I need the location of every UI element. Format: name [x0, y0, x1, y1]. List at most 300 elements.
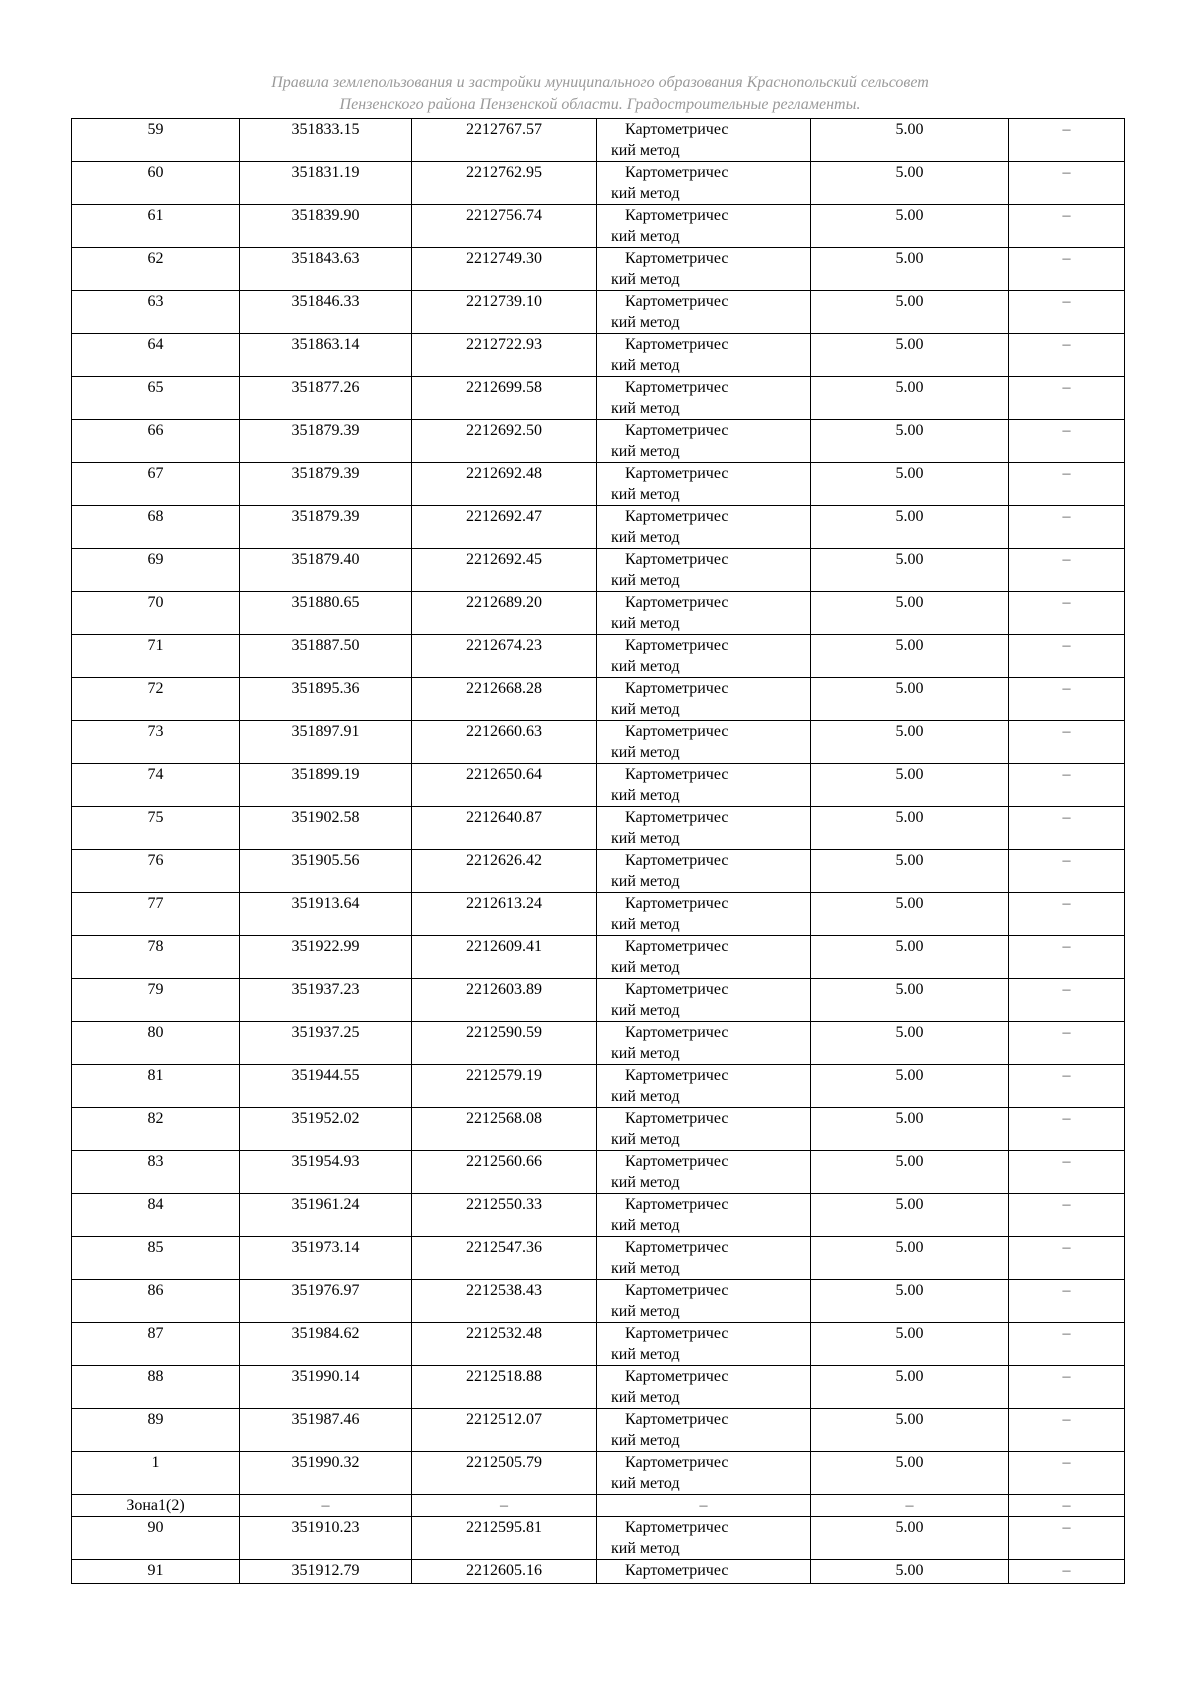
method-line-1: Картометричес: [625, 1239, 729, 1256]
method-line-2: кий метод: [611, 615, 680, 632]
accuracy-cell: 5.00: [811, 549, 1009, 592]
coord-x-cell: 351937.25: [240, 1022, 412, 1065]
method-line-1: Картометричес: [625, 1196, 729, 1213]
extra-cell: –: [1009, 291, 1125, 334]
coord-x-cell: 351905.56: [240, 850, 412, 893]
method-line-2: кий метод: [611, 1540, 680, 1557]
method-cell: [597, 162, 811, 205]
header-line-1: Правила землепользования и застройки муниципального образования Краснопольский сельсовет: [271, 74, 929, 91]
coord-y-cell: 2212692.50: [412, 420, 597, 463]
extra-cell: –: [1009, 1237, 1125, 1280]
coord-x-cell: 351902.58: [240, 807, 412, 850]
method-line-1: Картометричес: [625, 508, 729, 525]
method-cell: [597, 291, 811, 334]
point-number-cell: 70: [72, 592, 240, 635]
method-cell: [597, 893, 811, 936]
accuracy-cell: 5.00: [811, 721, 1009, 764]
coord-x-cell: 351912.79: [240, 1560, 412, 1584]
coord-x-cell: 351937.23: [240, 979, 412, 1022]
accuracy-cell: 5.00: [811, 162, 1009, 205]
coord-y-cell: 2212756.74: [412, 205, 597, 248]
point-number-cell: 62: [72, 248, 240, 291]
method-cell: [597, 1560, 811, 1584]
method-line-1: Картометричес: [625, 164, 729, 181]
accuracy-cell: 5.00: [811, 119, 1009, 162]
method-line-1: Картометричес: [625, 207, 729, 224]
page-header: [0, 72, 1200, 116]
table-row: [72, 1366, 1125, 1409]
method-line-1: Картометричес: [625, 293, 729, 310]
coord-x-cell: 351880.65: [240, 592, 412, 635]
coord-x-cell: 351846.33: [240, 291, 412, 334]
extra-cell: –: [1009, 1409, 1125, 1452]
table-row: [72, 678, 1125, 721]
method-line-1: Картометричес: [625, 121, 729, 138]
method-cell: [597, 592, 811, 635]
method-cell: [597, 420, 811, 463]
extra-cell: –: [1009, 979, 1125, 1022]
method-line-1: Картометричес: [625, 637, 729, 654]
point-number-cell: 61: [72, 205, 240, 248]
coordinates-table: [71, 118, 1125, 1584]
extra-cell: –: [1009, 377, 1125, 420]
coord-y-cell: 2212692.48: [412, 463, 597, 506]
table-row: [72, 463, 1125, 506]
coord-y-cell: 2212674.23: [412, 635, 597, 678]
point-number-cell: 64: [72, 334, 240, 377]
accuracy-cell: 5.00: [811, 1022, 1009, 1065]
method-cell: [597, 549, 811, 592]
extra-cell: –: [1009, 678, 1125, 721]
zone-dash-cell: –: [240, 1495, 412, 1517]
table-row: [72, 1409, 1125, 1452]
point-number-cell: 68: [72, 506, 240, 549]
method-line-1: Картометричес: [625, 1562, 729, 1579]
method-line-1: Картометричес: [625, 250, 729, 267]
point-number-cell: 1: [72, 1452, 240, 1495]
extra-cell: –: [1009, 1560, 1125, 1584]
method-cell: [597, 936, 811, 979]
table-row: [72, 248, 1125, 291]
point-number-cell: 80: [72, 1022, 240, 1065]
method-line-2: кий метод: [611, 228, 680, 245]
accuracy-cell: 5.00: [811, 936, 1009, 979]
table-row: [72, 1560, 1125, 1584]
extra-cell: –: [1009, 1065, 1125, 1108]
method-line-2: кий метод: [611, 1217, 680, 1234]
coord-y-cell: 2212609.41: [412, 936, 597, 979]
extra-cell: –: [1009, 635, 1125, 678]
point-number-cell: 91: [72, 1560, 240, 1584]
method-line-2: кий метод: [611, 271, 680, 288]
coord-x-cell: 351954.93: [240, 1151, 412, 1194]
point-number-cell: 84: [72, 1194, 240, 1237]
method-cell: [597, 377, 811, 420]
method-cell: [597, 334, 811, 377]
point-number-cell: 90: [72, 1517, 240, 1560]
method-cell: [597, 119, 811, 162]
table-row: [72, 635, 1125, 678]
method-line-1: Картометричес: [625, 895, 729, 912]
method-line-1: Картометричес: [625, 1325, 729, 1342]
coordinates-table-body: [72, 119, 1125, 1584]
accuracy-cell: 5.00: [811, 377, 1009, 420]
coord-x-cell: 351973.14: [240, 1237, 412, 1280]
method-line-2: кий метод: [611, 1002, 680, 1019]
table-row: [72, 1280, 1125, 1323]
method-line-1: Картометричес: [625, 1454, 729, 1471]
method-cell: [597, 1452, 811, 1495]
extra-cell: –: [1009, 1151, 1125, 1194]
extra-cell: –: [1009, 119, 1125, 162]
method-line-2: кий метод: [611, 314, 680, 331]
method-line-1: Картометричес: [625, 465, 729, 482]
accuracy-cell: 5.00: [811, 334, 1009, 377]
method-cell: [597, 850, 811, 893]
point-number-cell: 85: [72, 1237, 240, 1280]
table-row: [72, 506, 1125, 549]
coord-y-cell: 2212699.58: [412, 377, 597, 420]
point-number-cell: 88: [72, 1366, 240, 1409]
accuracy-cell: 5.00: [811, 1366, 1009, 1409]
coord-y-cell: 2212568.08: [412, 1108, 597, 1151]
accuracy-cell: 5.00: [811, 1517, 1009, 1560]
method-cell: [597, 764, 811, 807]
method-line-1: Картометричес: [625, 1110, 729, 1127]
extra-cell: –: [1009, 893, 1125, 936]
accuracy-cell: 5.00: [811, 1194, 1009, 1237]
coord-y-cell: 2212605.16: [412, 1560, 597, 1584]
method-line-2: кий метод: [611, 1260, 680, 1277]
table-row: [72, 377, 1125, 420]
accuracy-cell: 5.00: [811, 764, 1009, 807]
method-line-2: кий метод: [611, 873, 680, 890]
accuracy-cell: 5.00: [811, 1452, 1009, 1495]
method-line-2: кий метод: [611, 443, 680, 460]
coord-y-cell: 2212560.66: [412, 1151, 597, 1194]
accuracy-cell: 5.00: [811, 248, 1009, 291]
accuracy-cell: 5.00: [811, 291, 1009, 334]
method-line-1: Картометричес: [625, 723, 729, 740]
point-number-cell: 71: [72, 635, 240, 678]
coord-y-cell: 2212739.10: [412, 291, 597, 334]
point-number-cell: 75: [72, 807, 240, 850]
accuracy-cell: 5.00: [811, 678, 1009, 721]
accuracy-cell: 5.00: [811, 592, 1009, 635]
method-line-1: Картометричес: [625, 981, 729, 998]
method-line-1: Картометричес: [625, 1519, 729, 1536]
coord-x-cell: 351897.91: [240, 721, 412, 764]
method-cell: [597, 678, 811, 721]
coord-x-cell: 351961.24: [240, 1194, 412, 1237]
method-line-2: кий метод: [611, 1174, 680, 1191]
table-row: [72, 549, 1125, 592]
coord-y-cell: 2212518.88: [412, 1366, 597, 1409]
extra-cell: –: [1009, 1022, 1125, 1065]
coord-y-cell: 2212650.64: [412, 764, 597, 807]
extra-cell: –: [1009, 764, 1125, 807]
method-line-1: Картометричес: [625, 594, 729, 611]
table-row: [72, 979, 1125, 1022]
zone-label-cell: Зона1(2): [72, 1495, 240, 1517]
accuracy-cell: 5.00: [811, 1560, 1009, 1584]
point-number-cell: 66: [72, 420, 240, 463]
method-line-2: кий метод: [611, 1389, 680, 1406]
table-row: [72, 1323, 1125, 1366]
method-line-2: кий метод: [611, 486, 680, 503]
method-cell: [597, 1022, 811, 1065]
table-row: [72, 334, 1125, 377]
coord-y-cell: 2212538.43: [412, 1280, 597, 1323]
extra-cell: –: [1009, 506, 1125, 549]
table-row: [72, 291, 1125, 334]
method-line-2: кий метод: [611, 1475, 680, 1492]
coord-y-cell: 2212595.81: [412, 1517, 597, 1560]
zone-dash-cell: –: [1009, 1495, 1125, 1517]
extra-cell: –: [1009, 1452, 1125, 1495]
extra-cell: –: [1009, 205, 1125, 248]
point-number-cell: 83: [72, 1151, 240, 1194]
method-cell: [597, 635, 811, 678]
zone-row: [72, 1495, 1125, 1517]
coord-y-cell: 2212692.45: [412, 549, 597, 592]
extra-cell: –: [1009, 807, 1125, 850]
table-row: [72, 119, 1125, 162]
table-row: [72, 1108, 1125, 1151]
extra-cell: –: [1009, 1323, 1125, 1366]
method-line-1: Картометричес: [625, 938, 729, 955]
table-row: [72, 850, 1125, 893]
accuracy-cell: 5.00: [811, 807, 1009, 850]
extra-cell: –: [1009, 549, 1125, 592]
point-number-cell: 76: [72, 850, 240, 893]
coord-x-cell: 351895.36: [240, 678, 412, 721]
coord-y-cell: 2212749.30: [412, 248, 597, 291]
method-line-1: Картометричес: [625, 1411, 729, 1428]
method-line-1: Картометричес: [625, 422, 729, 439]
zone-dash-cell: –: [597, 1495, 811, 1517]
coord-x-cell: 351952.02: [240, 1108, 412, 1151]
method-line-2: кий метод: [611, 959, 680, 976]
accuracy-cell: 5.00: [811, 1065, 1009, 1108]
coord-y-cell: 2212640.87: [412, 807, 597, 850]
method-cell: [597, 1366, 811, 1409]
extra-cell: –: [1009, 463, 1125, 506]
table-row: [72, 721, 1125, 764]
accuracy-cell: 5.00: [811, 463, 1009, 506]
table-row: [72, 807, 1125, 850]
table-row: [72, 1517, 1125, 1560]
table-row: [72, 764, 1125, 807]
method-cell: [597, 1237, 811, 1280]
table-row: [72, 1065, 1125, 1108]
method-cell: [597, 1323, 811, 1366]
method-cell: [597, 248, 811, 291]
accuracy-cell: 5.00: [811, 506, 1009, 549]
method-cell: [597, 807, 811, 850]
method-cell: [597, 1194, 811, 1237]
table-row: [72, 936, 1125, 979]
method-line-2: кий метод: [611, 357, 680, 374]
method-line-1: Картометричес: [625, 1153, 729, 1170]
coord-y-cell: 2212722.93: [412, 334, 597, 377]
method-line-2: кий метод: [611, 1432, 680, 1449]
extra-cell: –: [1009, 721, 1125, 764]
coord-y-cell: 2212668.28: [412, 678, 597, 721]
extra-cell: –: [1009, 936, 1125, 979]
method-cell: [597, 205, 811, 248]
table-row: [72, 1194, 1125, 1237]
coord-x-cell: 351976.97: [240, 1280, 412, 1323]
table-row: [72, 592, 1125, 635]
point-number-cell: 67: [72, 463, 240, 506]
method-cell: [597, 1108, 811, 1151]
coord-y-cell: 2212692.47: [412, 506, 597, 549]
accuracy-cell: 5.00: [811, 205, 1009, 248]
coord-x-cell: 351910.23: [240, 1517, 412, 1560]
coord-y-cell: 2212550.33: [412, 1194, 597, 1237]
method-line-1: Картометричес: [625, 1282, 729, 1299]
coord-x-cell: 351922.99: [240, 936, 412, 979]
method-cell: [597, 1065, 811, 1108]
method-cell: [597, 1409, 811, 1452]
method-cell: [597, 721, 811, 764]
method-line-1: Картометричес: [625, 1368, 729, 1385]
extra-cell: –: [1009, 162, 1125, 205]
method-line-2: кий метод: [611, 572, 680, 589]
point-number-cell: 72: [72, 678, 240, 721]
coord-x-cell: 351984.62: [240, 1323, 412, 1366]
coord-y-cell: 2212603.89: [412, 979, 597, 1022]
method-line-2: кий метод: [611, 1045, 680, 1062]
accuracy-cell: 5.00: [811, 979, 1009, 1022]
coord-x-cell: 351990.14: [240, 1366, 412, 1409]
point-number-cell: 77: [72, 893, 240, 936]
method-cell: [597, 463, 811, 506]
extra-cell: –: [1009, 334, 1125, 377]
coord-y-cell: 2212767.57: [412, 119, 597, 162]
coord-y-cell: 2212547.36: [412, 1237, 597, 1280]
method-line-2: кий метод: [611, 142, 680, 159]
extra-cell: –: [1009, 1108, 1125, 1151]
method-line-1: Картометричес: [625, 379, 729, 396]
point-number-cell: 86: [72, 1280, 240, 1323]
coord-x-cell: 351877.26: [240, 377, 412, 420]
table-row: [72, 162, 1125, 205]
accuracy-cell: 5.00: [811, 420, 1009, 463]
method-line-1: Картометричес: [625, 852, 729, 869]
coord-x-cell: 351831.19: [240, 162, 412, 205]
coord-y-cell: 2212590.59: [412, 1022, 597, 1065]
extra-cell: –: [1009, 1280, 1125, 1323]
method-line-2: кий метод: [611, 400, 680, 417]
coord-x-cell: 351839.90: [240, 205, 412, 248]
method-line-2: кий метод: [611, 1088, 680, 1105]
accuracy-cell: 5.00: [811, 1323, 1009, 1366]
zone-dash-cell: –: [811, 1495, 1009, 1517]
point-number-cell: 89: [72, 1409, 240, 1452]
coord-y-cell: 2212613.24: [412, 893, 597, 936]
point-number-cell: 59: [72, 119, 240, 162]
method-cell: [597, 506, 811, 549]
accuracy-cell: 5.00: [811, 1409, 1009, 1452]
extra-cell: –: [1009, 420, 1125, 463]
accuracy-cell: 5.00: [811, 893, 1009, 936]
header-line-2: Пензенского района Пензенской области. Градостроительные регламенты.: [339, 96, 861, 113]
method-line-2: кий метод: [611, 1131, 680, 1148]
method-line-2: кий метод: [611, 701, 680, 718]
point-number-cell: 79: [72, 979, 240, 1022]
coord-y-cell: 2212532.48: [412, 1323, 597, 1366]
coord-x-cell: 351987.46: [240, 1409, 412, 1452]
method-line-2: кий метод: [611, 830, 680, 847]
extra-cell: –: [1009, 1366, 1125, 1409]
method-cell: [597, 1280, 811, 1323]
table-row: [72, 1151, 1125, 1194]
method-line-2: кий метод: [611, 787, 680, 804]
method-line-1: Картометричес: [625, 809, 729, 826]
accuracy-cell: 5.00: [811, 1108, 1009, 1151]
method-line-2: кий метод: [611, 185, 680, 202]
point-number-cell: 87: [72, 1323, 240, 1366]
coord-x-cell: 351944.55: [240, 1065, 412, 1108]
coord-x-cell: 351879.39: [240, 506, 412, 549]
method-line-1: Картометричес: [625, 766, 729, 783]
coord-y-cell: 2212505.79: [412, 1452, 597, 1495]
coord-x-cell: 351899.19: [240, 764, 412, 807]
coord-y-cell: 2212660.63: [412, 721, 597, 764]
coord-x-cell: 351833.15: [240, 119, 412, 162]
method-line-1: Картометричес: [625, 336, 729, 353]
extra-cell: –: [1009, 248, 1125, 291]
table-row: [72, 420, 1125, 463]
coord-x-cell: 351863.14: [240, 334, 412, 377]
accuracy-cell: 5.00: [811, 1280, 1009, 1323]
table-row: [72, 1237, 1125, 1280]
extra-cell: –: [1009, 850, 1125, 893]
method-cell: [597, 979, 811, 1022]
point-number-cell: 78: [72, 936, 240, 979]
accuracy-cell: 5.00: [811, 1237, 1009, 1280]
method-line-2: кий метод: [611, 529, 680, 546]
table-row: [72, 893, 1125, 936]
coord-y-cell: 2212512.07: [412, 1409, 597, 1452]
method-line-2: кий метод: [611, 1346, 680, 1363]
coord-x-cell: 351879.39: [240, 420, 412, 463]
point-number-cell: 65: [72, 377, 240, 420]
method-cell: [597, 1517, 811, 1560]
extra-cell: –: [1009, 1194, 1125, 1237]
table-row: [72, 205, 1125, 248]
table-row: [72, 1022, 1125, 1065]
coord-y-cell: 2212579.19: [412, 1065, 597, 1108]
method-line-1: Картометричес: [625, 551, 729, 568]
method-line-1: Картометричес: [625, 680, 729, 697]
method-line-1: Картометричес: [625, 1067, 729, 1084]
coord-y-cell: 2212626.42: [412, 850, 597, 893]
coord-x-cell: 351913.64: [240, 893, 412, 936]
point-number-cell: 60: [72, 162, 240, 205]
coord-y-cell: 2212762.95: [412, 162, 597, 205]
point-number-cell: 74: [72, 764, 240, 807]
table-row: [72, 1452, 1125, 1495]
point-number-cell: 82: [72, 1108, 240, 1151]
coord-x-cell: 351879.39: [240, 463, 412, 506]
coord-x-cell: 351990.32: [240, 1452, 412, 1495]
method-line-1: Картометричес: [625, 1024, 729, 1041]
method-cell: [597, 1151, 811, 1194]
coord-x-cell: 351843.63: [240, 248, 412, 291]
